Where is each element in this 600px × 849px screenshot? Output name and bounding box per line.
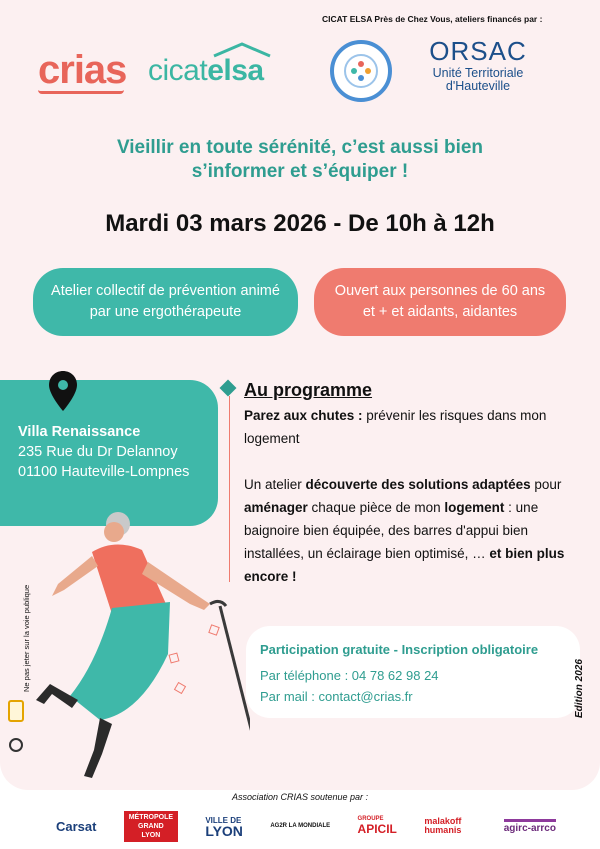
ag2r-logo: AG2R LA MONDIALE <box>270 823 331 829</box>
programme-p2-f: logement <box>444 500 505 515</box>
apicil-text: APICIL <box>357 822 397 836</box>
agirc-arrco-logo: agirc-arrco <box>504 819 556 834</box>
apicil-logo <box>358 816 397 836</box>
cicat-elsa-logo <box>148 54 264 88</box>
solidarity-seal-icon <box>330 40 392 102</box>
programme-p2-b: découverte des solutions adaptées <box>305 477 531 492</box>
triman-recycle-icon <box>8 700 24 722</box>
seal-figures-icon <box>334 44 388 98</box>
programme-p2-c: pour <box>530 477 562 492</box>
orsac-sub-1: Unité Territoriale <box>432 66 524 80</box>
programme-p2-h: et bien plus encore ! <box>244 546 565 584</box>
carsat-logo: Carsat <box>56 818 97 834</box>
programme-body <box>244 404 584 588</box>
event-subtitle <box>0 136 600 184</box>
contact-phone[interactable]: Par téléphone : 04 78 62 98 24 <box>260 668 439 683</box>
senior-woman-with-cane-illustration <box>20 504 250 784</box>
programme-title: Au programme <box>244 380 373 400</box>
programme-p2-g: : une baignoire bien équipée, des barres d'appui bien installées, un éclairage bien optimisé, … <box>244 500 539 561</box>
subtitle-line-1: Vieillir en toute sérénité, c’est aussi bien <box>116 137 484 158</box>
venue-name: Villa Renaissance <box>18 424 141 440</box>
supported-by-text: Association CRIAS soutenue par : <box>231 792 369 802</box>
programme-p2-d: aménager <box>244 500 308 515</box>
crias-logo-swoosh <box>38 90 124 94</box>
edition-label: Edition 2026 <box>574 659 585 718</box>
lyon-text: LYON <box>205 823 243 839</box>
elsa-logo-text: elsa <box>207 54 264 87</box>
map-pin-icon <box>48 370 78 412</box>
do-not-litter-note: Ne pas jeter sur la voie publique <box>22 584 31 692</box>
crias-logo: crias <box>38 48 127 92</box>
programme-p2-e: chaque pièce de mon <box>307 500 445 515</box>
contact-email[interactable]: Par mail : contact@crias.fr <box>260 689 413 704</box>
contact-box <box>246 626 580 718</box>
venue-street: 235 Rue du Dr Delannoy <box>18 444 178 460</box>
orsac-sub-2: d'Hauteville <box>445 79 511 93</box>
apicil-group-text: GROUPE <box>357 816 384 822</box>
orsac-name: ORSAC <box>429 36 527 66</box>
ville-de-text: VILLE DE <box>205 816 242 825</box>
metropole-lyon-logo: MÉTROPOLE GRAND LYON <box>124 811 178 842</box>
orsac-logo <box>418 36 538 93</box>
programme-paragraph-1 <box>244 404 584 450</box>
sponsor-logos <box>56 812 556 840</box>
cicat-logo-text: cicat <box>148 54 208 87</box>
recycling-loop-icon <box>9 738 23 752</box>
venue-city: 01100 Hauteville-Lompnes <box>18 464 190 480</box>
ville-de-lyon-logo <box>205 815 243 837</box>
programme-p1-rest: prévenir les risques dans mon logement <box>244 408 547 446</box>
programme-divider <box>229 396 230 582</box>
programme-p1-bold: Parez aux chutes : <box>244 408 363 423</box>
audience-pill: Ouvert aux personnes de 60 ans et + et aidants, aidantes <box>314 268 566 336</box>
programme-paragraph-2 <box>244 473 584 588</box>
workshop-type-pill: Atelier collectif de prévention animé par une ergothérapeute <box>33 268 298 336</box>
malakoff-humanis-logo: malakoff humanis <box>424 816 462 835</box>
programme-p2-a: Un atelier <box>244 477 306 492</box>
event-datetime: Mardi 03 mars 2026 - De 10h à 12h <box>105 210 495 237</box>
financed-by-text: CICAT ELSA Près de Chez Vous, ateliers financés par : <box>322 14 543 24</box>
registration-info: Participation gratuite - Inscription obligatoire <box>260 642 539 657</box>
subtitle-line-2: s’informer et s’équiper ! <box>191 161 409 182</box>
